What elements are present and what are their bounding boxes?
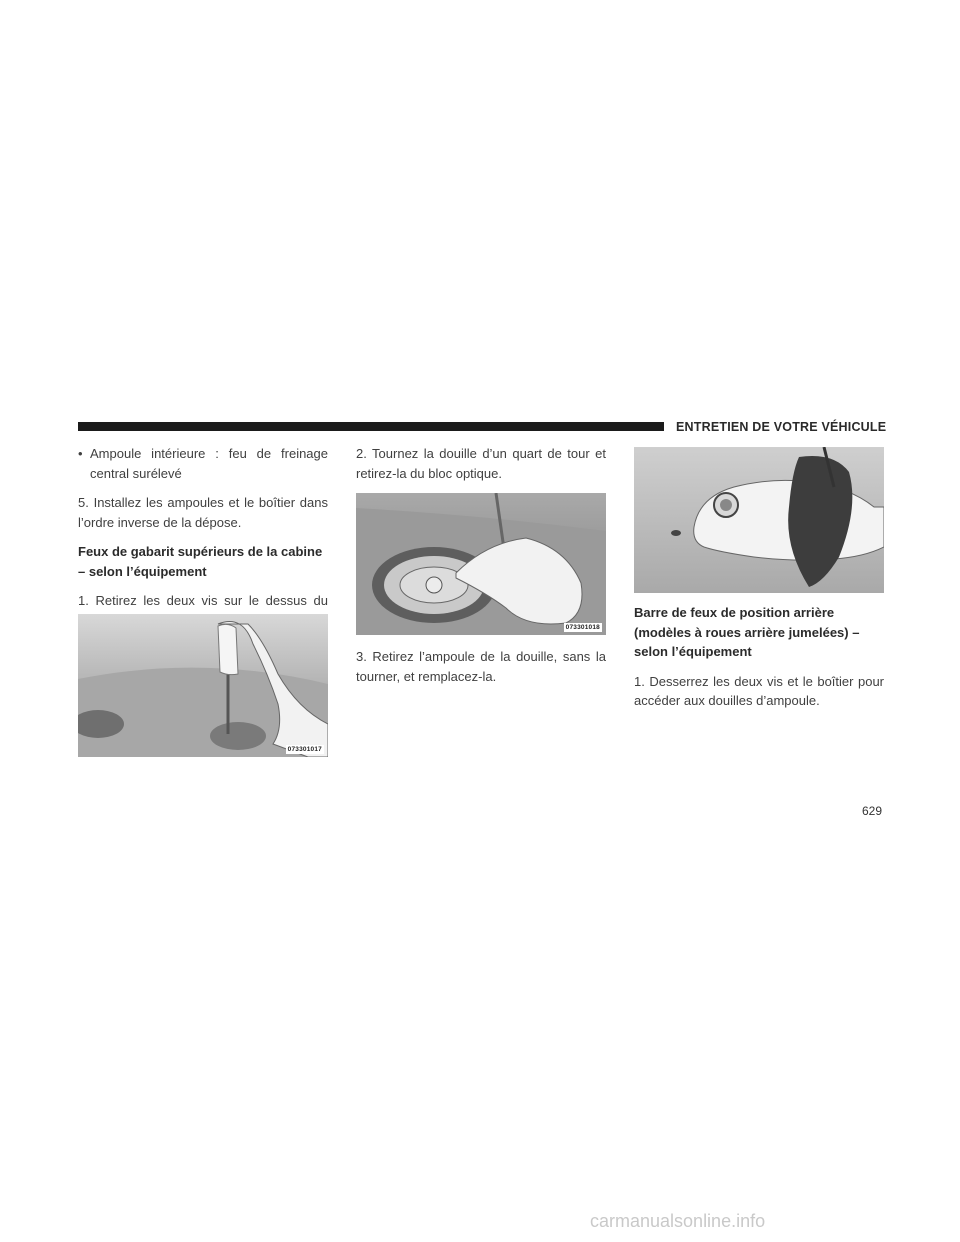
column-right	[634, 603, 884, 711]
watermark: carmanualsonline.info	[590, 1211, 766, 1231]
step-3-text: 3. Retirez l’ampoule de la douille, sans la tourner, et remplacez-la.	[356, 649, 606, 684]
page-number: 629	[861, 804, 882, 818]
step-5-text: 5. Installez les ampoules et le boîtier dans l’ordre inverse de la dépose.	[78, 495, 328, 530]
bullet-text: Ampoule intérieure : feu de freinage central surélevé	[90, 446, 328, 481]
step-1-text: 1. Retirez les deux vis sur le dessus du	[78, 593, 328, 608]
column-middle	[356, 444, 606, 483]
section-heading-cab-lights: Feux de gabarit supérieurs de la cabine – selon l’équipement	[78, 544, 323, 579]
section-title: ENTRETIEN DE VOTRE VÉHICULE	[676, 420, 887, 434]
figure-id: 073301017	[287, 746, 322, 753]
figure-id: 073301018	[565, 624, 600, 631]
column-middle-lower	[356, 647, 606, 686]
bullet-item	[78, 444, 328, 483]
step-2-text: 2. Tournez la douille d’un quart de tour et retirez-la du bloc optique.	[356, 446, 606, 481]
step-1-loosen-text: 1. Desserrez les deux vis et le boîtier pour accéder aux douilles d’ampoule.	[634, 673, 884, 708]
figure-turn-socket	[356, 493, 606, 635]
figure-illustration	[356, 493, 606, 635]
column-left	[78, 444, 328, 630]
figure-illustration	[634, 447, 884, 593]
header-rule	[78, 422, 664, 431]
figure-illustration	[78, 614, 328, 757]
figure-replace-bulb	[634, 447, 884, 593]
bullet-marker: •	[78, 446, 83, 461]
figure-remove-screws	[78, 614, 328, 757]
section-heading-rear-lamp-bar: Barre de feux de position arrière (modèles à roues arrière jumelées) – selon l’équipement	[634, 605, 860, 659]
